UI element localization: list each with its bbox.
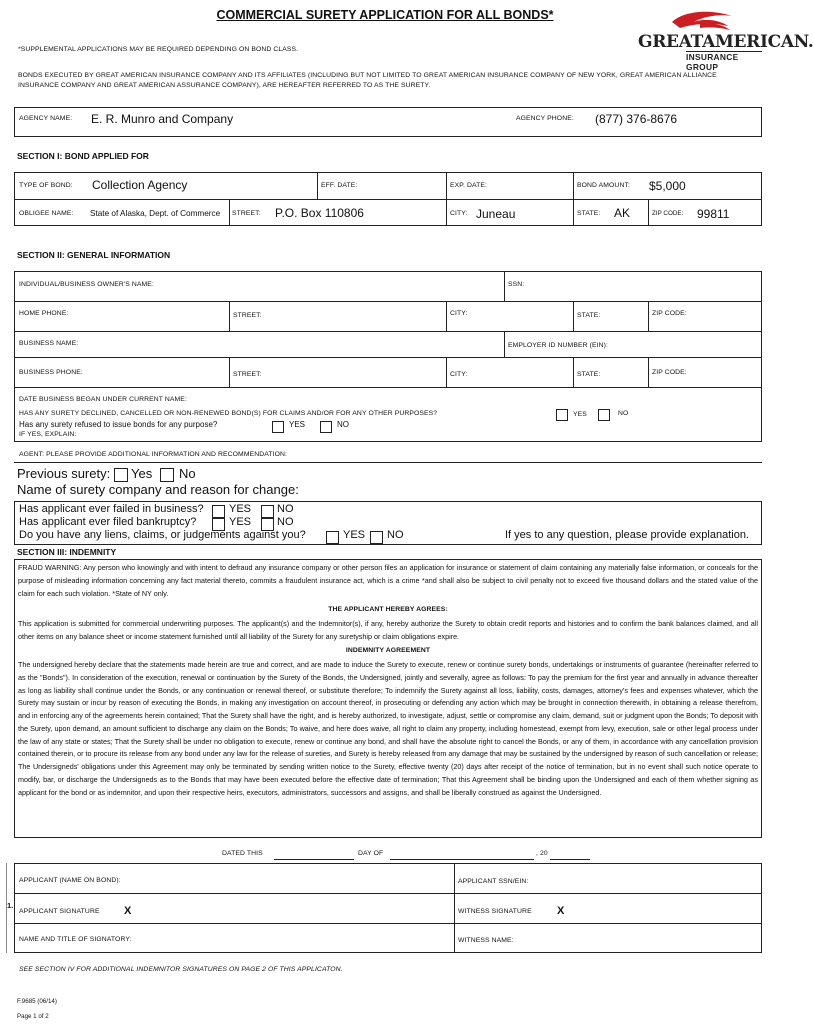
date-business-began-field[interactable]: DATE BUSINESS BEGAN UNDER CURRENT NAME: [19,396,187,403]
bonds-executed-note: BONDS EXECUTED BY GREAT AMERICAN INSURANCE COMPANY AND ITS AFFILIATES (INCLUDING BUT NOT LIMITED TO GREAT AMERICAN INSURANCE COMPANY OF NEW YORK, GREAT AMERICAN ALLIANCE INSURANCE COMPANY AND GREAT AMERICAN ASSURANCE COMPANY), ARE HEREAFTER REFERRED TO AS THE SURETY. [18,72,717,89]
filed-bankruptcy-no-label: NO [277,516,294,528]
ssn-field[interactable]: SSN: [508,281,525,288]
previous-surety-no-checkbox[interactable] [160,468,174,482]
home-street-field[interactable]: STREET: [233,312,262,319]
surety-refused-no-label: NO [337,420,349,429]
previous-surety-yes-label: Yes [131,466,153,481]
business-street-field[interactable]: STREET: [233,371,262,378]
surety-declined-yes-checkbox[interactable] [556,409,568,421]
section2-heading: SECTION II: GENERAL INFORMATION [17,250,171,260]
obligee-street-label: STREET: [232,210,261,217]
bond-amount-label: BOND AMOUNT: [577,182,630,189]
business-zip-field[interactable]: ZIP CODE: [652,369,687,376]
explanation-note: If yes to any question, please provide explanation. [505,529,749,541]
liens-no-label: NO [387,529,404,541]
day-of-label: DAY OF [358,850,384,857]
indemnity-heading: INDEMNITY AGREEMENT [345,647,431,654]
business-city-field[interactable]: CITY: [450,371,468,378]
agency-name-field[interactable]: E. R. Munro and Company [91,112,234,126]
logo-wordmark: GREATAMERICAN. [638,32,814,52]
obligee-city-label: CITY: [450,210,468,217]
liens-yes-label: YES [343,529,366,541]
surety-refused-no-checkbox[interactable] [320,421,332,433]
form-title: COMMERCIAL SURETY APPLICATION FOR ALL BONDS* [216,8,554,22]
surety-declined-yes-label: YES [573,411,587,418]
if-yes-explain-field[interactable]: IF YES, EXPLAIN: [19,431,77,438]
agrees-heading: THE APPLICANT HEREBY AGREES: [328,606,448,613]
failed-business-yes-label: YES [229,503,252,515]
agent-recommendation-field[interactable]: AGENT: PLEASE PROVIDE ADDITIONAL INFORMATION AND RECOMMENDATION: [19,451,287,458]
logo-divider [686,51,762,52]
row-number: 1. [7,901,14,910]
section1-heading: SECTION I: BOND APPLIED FOR [17,151,149,161]
surety-declined-no-checkbox[interactable] [598,409,610,421]
dated-day-field[interactable] [274,859,354,860]
failed-business-question: Has applicant ever failed in business? [19,503,204,515]
obligee-street-field[interactable]: P.O. Box 110806 [275,206,364,220]
year-suffix: , 20 [536,850,548,857]
supplemental-note: *SUPPLEMENTAL APPLICATIONS MAY BE REQUIRED DEPENDING ON BOND CLASS. [18,46,299,53]
eff-date-field[interactable]: EFF. DATE: [321,182,358,189]
form-number: F.9685 (06/14) [17,998,57,1005]
previous-surety-yes-checkbox[interactable] [114,468,128,482]
dated-year-field[interactable] [550,859,590,860]
surety-declined-no-label: NO [618,410,629,417]
owner-name-field[interactable]: INDIVIDUAL/BUSINESS OWNER'S NAME: [19,281,154,288]
obligee-state-label: STATE: [577,210,601,217]
exp-date-field[interactable]: EXP. DATE: [450,182,488,189]
obligee-state-field[interactable]: AK [614,206,631,220]
dated-this-label: DATED THIS [222,850,263,857]
filed-bankruptcy-yes-label: YES [229,516,252,528]
logo-subtitle: INSURANCE GROUP [686,52,739,72]
applicant-signature-field[interactable]: APPLICANT SIGNATURE [19,908,100,915]
home-zip-field[interactable]: ZIP CODE: [652,310,687,317]
liens-no-checkbox[interactable] [370,531,383,544]
previous-surety-no-label: No [179,466,196,481]
business-name-field[interactable]: BUSINESS NAME: [19,340,79,347]
page-number: Page 1 of 2 [17,1013,49,1020]
agency-name-label: AGENCY NAME: [19,115,73,122]
filed-bankruptcy-question: Has applicant ever filed bankruptcy? [19,516,197,528]
obligee-name-field[interactable]: State of Alaska, Dept. of Commerce [90,209,221,218]
home-state-field[interactable]: STATE: [577,312,601,319]
surety-refused-question: Has any surety refused to issue bonds for any purpose? [19,420,218,429]
applicant-name-field[interactable]: APPLICANT (NAME ON BOND): [19,877,121,884]
surety-refused-yes-label: YES [289,420,306,429]
witness-signature-x: X [557,905,565,917]
applicant-ssn-field[interactable]: APPLICANT SSN/EIN: [458,878,529,885]
witness-name-field[interactable]: WITNESS NAME: [458,937,514,944]
home-phone-field[interactable]: HOME PHONE: [19,310,69,317]
business-state-field[interactable]: STATE: [577,371,601,378]
bond-type-label: TYPE OF BOND: [19,182,73,189]
surety-company-reason-field[interactable]: Name of surety company and reason for change: [17,482,299,497]
section3-heading: SECTION III: INDEMNITY [17,547,117,557]
fraud-warning: FRAUD WARNING: Any person who knowingly and with intent to defraud any insurance company or other person files an application for insurance or statement of claim containing any materially false information, or conceals for the purpose of misleading information concerning any fact material thereto, commits a fraudulent insurance act, which is a crime *and shall also be subject to civil penalty not to exceed five thousand dollars and the stated value of the claim for each such violation. *State of NY only. [18,563,758,598]
obligee-city-field[interactable]: Juneau [476,207,516,221]
signatory-name-title-field[interactable]: NAME AND TITLE OF SIGNATORY: [19,936,132,943]
liens-question: Do you have any liens, claims, or judgements against you? [19,529,306,541]
witness-signature-field[interactable]: WITNESS SIGNATURE [458,908,532,915]
agency-phone-field[interactable]: (877) 376-8676 [595,112,678,126]
section1-divider [14,199,762,200]
applicant-signature-x: X [124,905,132,917]
dated-month-field[interactable] [390,859,534,860]
obligee-zip-label: ZIP CODE: [652,210,684,217]
obligee-name-label: OBLIGEE NAME: [19,210,74,217]
ein-field[interactable]: EMPLOYER ID NUMBER (EIN): [508,342,608,349]
business-phone-field[interactable]: BUSINESS PHONE: [19,369,83,376]
obligee-zip-field[interactable]: 99811 [697,207,730,221]
indemnity-text: The undersigned hereby declare that the statements made herein are true and correct, and are made to induce the Surety to execute, renew or continue surety bonds, undertakings or instruments of guarantee (hereinafter referred to as the "Bonds"). In consideration of the execution, renewal or continuation by the Surety of the Bonds, the Undersigned, jointly and severally, agree as follows: To pay the premium for the first year and annually in advance thereafter as long as liability shall continue under the Bonds, or any continuation or renewal thereof, or substitute therefore; To indemnify the Surety against all loss, liability, costs, damages, attorney's fees and expenses whatever, which the Surety may sustain or incur by reason of executing the Bonds, in making any investigation on account thereof, in prosecuting or defending any action which may be brought in connection therewith, in obtaining a release therefrom, and in enforcing any of the agreements herein contained; That the Surety shall have the right, and is hereby authorized, to investigate, adjust, settle or compromise any claim, demand, suit or judgment upon the Bonds; To deposit with the Surety, upon demand, an amount sufficient to discharge any claim on the Bonds; To waive, and here does waive, all right to claim any property, including homestead, exempt from levy, execution, sale or other legal process under the law of any state or states; That the Surety shall be under no obligation to execute, renew or continue any bond, and shall have the absolute right to cancel the Bonds, or any of them, in accordance with any cancellation provision contained therein, or to procure its release from any bond under any law for the release of sureties, and Surety is hereby released from any damage that may be sustained by the undersigned by reason of such cancellation or release; The Undersigneds' obligations under this Agreement may only be terminated by sending written notice to the Surety, effective twenty (20) days after receipt of the notice of termination, but in no event shall such notice operate to modify, bar, or discharge the Undersigneds as to the Bonds that may have been executed before the effective date of termination; That this Agreement shall be binding upon the Undersigned and each of them whether signing as applicant for the bond or as indemnitor, and upon their respective heirs, executors, administrators, successors and assigns, and shall be liberally construed as against the Undersigned. [18,660,758,797]
surety-declined-question: HAS ANY SURETY DECLINED, CANCELLED OR NON-RENEWED BOND(S) FOR CLAIMS AND/OR FOR ANY OTHER PURPOSES? [19,410,438,417]
home-city-field[interactable]: CITY: [450,310,468,317]
previous-surety-label: Previous surety: [17,466,111,481]
agrees-text: This application is submitted for commercial underwriting purposes. The applicant(s) and the Indemnitor(s), if any, hereby authorize the Surety to obtain credit reports and histories and to confirm the bank balances claimed, and all other items on any balance sheet or income statement furnished until all liability of the Surety for any suretyship or claim obligations expire. [18,619,758,641]
surety-refused-yes-checkbox[interactable] [272,421,284,433]
bond-amount-field[interactable]: $5,000 [649,179,686,193]
see-section4-note: SEE SECTION IV FOR ADDITIONAL INDEMNITOR SIGNATURES ON PAGE 2 OF THIS APPLICATON. [19,966,343,973]
agency-phone-label: AGENCY PHONE: [516,115,574,122]
failed-business-no-label: NO [277,503,294,515]
liens-yes-checkbox[interactable] [326,531,339,544]
bond-type-field[interactable]: Collection Agency [92,178,188,192]
